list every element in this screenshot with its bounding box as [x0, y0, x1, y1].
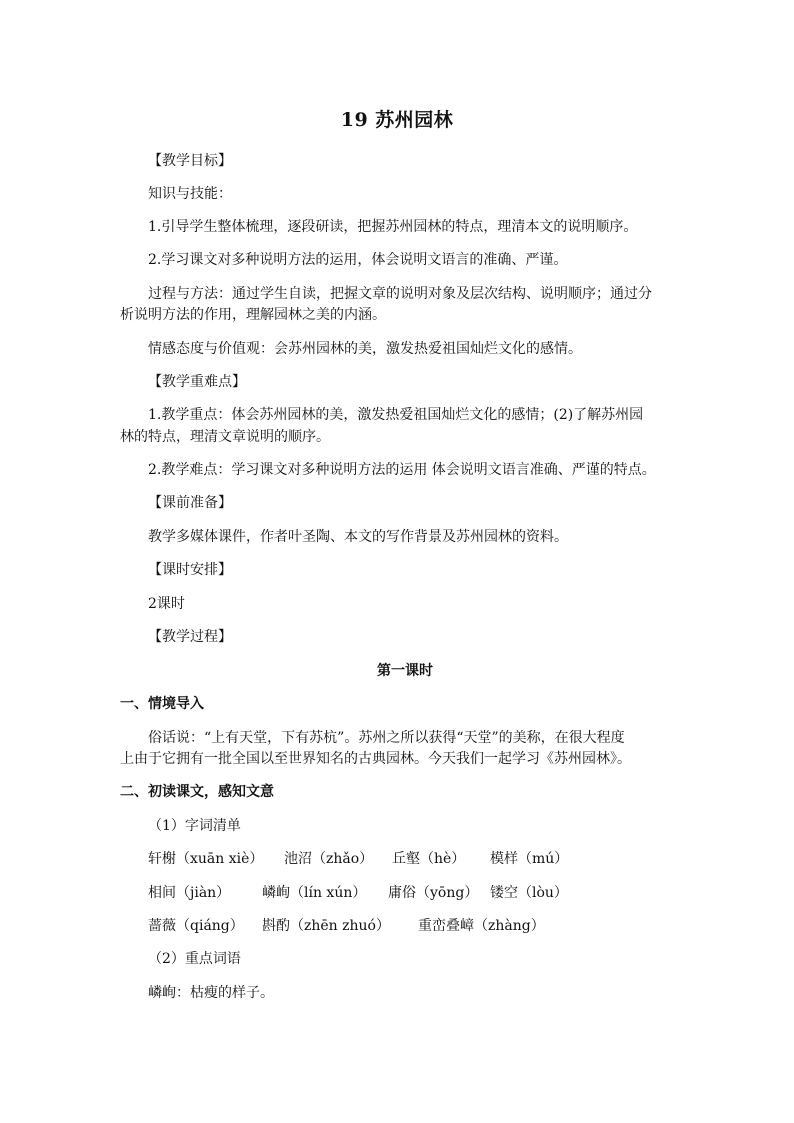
key-points-heading: 【教学重难点】 — [148, 374, 246, 390]
goals-heading: 【教学目标】 — [148, 153, 232, 169]
vocab-item: 池沼（zhǎo） — [284, 851, 374, 867]
goal-2: 2.学习课文对多种说明方法的运用，体会说明文语言的准确、严谨。 — [148, 252, 568, 268]
vocab-row-3 — [148, 915, 693, 938]
process-method-line1: 过程与方法：通过学生自读，把握文章的说明对象及层次结构、说明顺序；通过分 — [148, 286, 652, 302]
keyword-1: 嶙峋：枯瘦的样子。 — [148, 985, 274, 1001]
vocab-item: 相间（jiàn） — [148, 885, 231, 901]
vocab-item: 斟酌（zhēn zhuó） — [262, 918, 390, 934]
intro-line1: 俗话说：“上有天堂，下有苏杭”。苏州之所以获得“天堂”的美称，在很大程度 — [148, 730, 625, 746]
vocab-item: 嶙峋（lín xún） — [262, 885, 367, 901]
preparation-text: 教学多媒体课件，作者叶圣陶、本文的写作背景及苏州园林的资料。 — [148, 529, 568, 545]
schedule-heading: 【课时安排】 — [148, 562, 232, 578]
key-point-2: 2.教学难点：学习课文对多种说明方法的运用 体会说明文语言准确、严谨的特点。 — [148, 462, 656, 478]
goal-1: 1.引导学生整体梳理，逐段研读，把握苏州园林的特点，理清本文的说明顺序。 — [148, 219, 638, 235]
knowledge-label: 知识与技能： — [148, 186, 232, 202]
key-point-1-line1: 1.教学重点：体会苏州园林的美，激发热爱祖国灿烂文化的感情；(2)了解苏州园 — [148, 407, 644, 423]
key-point-1-line2: 林的特点，理清文章说明的顺序。 — [120, 429, 330, 445]
vocab-item: 轩榭（xuān xiè） — [148, 851, 264, 867]
vocab-row-1 — [148, 848, 693, 871]
vocab-item: 蔷薇（qiáng） — [148, 918, 244, 934]
vocab-item: 模样（mú） — [490, 851, 569, 867]
vocab-item: 庸俗（yōng） — [388, 885, 479, 901]
page-title: 19 苏州园林 — [340, 109, 454, 131]
words-heading: （1）字词清单 — [148, 818, 241, 834]
emotion-goal: 情感态度与价值观：会苏州园林的美，激发热爱祖国灿烂文化的感情。 — [148, 341, 582, 357]
part-1-heading: 一、情境导入 — [120, 696, 204, 712]
lesson-1-heading: 第一课时 — [377, 663, 433, 679]
vocab-item: 镂空（lòu） — [490, 885, 568, 901]
process-heading: 【教学过程】 — [148, 629, 232, 645]
preparation-heading: 【课前准备】 — [148, 495, 232, 511]
part-2-heading: 二、初读课文，感知文意 — [120, 784, 274, 800]
vocab-item: 丘壑（hè） — [392, 851, 466, 867]
intro-line2: 上由于它拥有一批全国以至世界知名的古典园林。今天我们一起学习《苏州园林》。 — [120, 751, 631, 767]
process-method-line2: 析说明方法的作用，理解园林之美的内涵。 — [120, 307, 386, 323]
schedule-text: 2课时 — [148, 596, 185, 612]
keywords-heading: （2）重点词语 — [148, 951, 241, 967]
vocab-item: 重峦叠嶂（zhàng） — [418, 918, 545, 934]
vocab-row-2 — [148, 882, 693, 905]
